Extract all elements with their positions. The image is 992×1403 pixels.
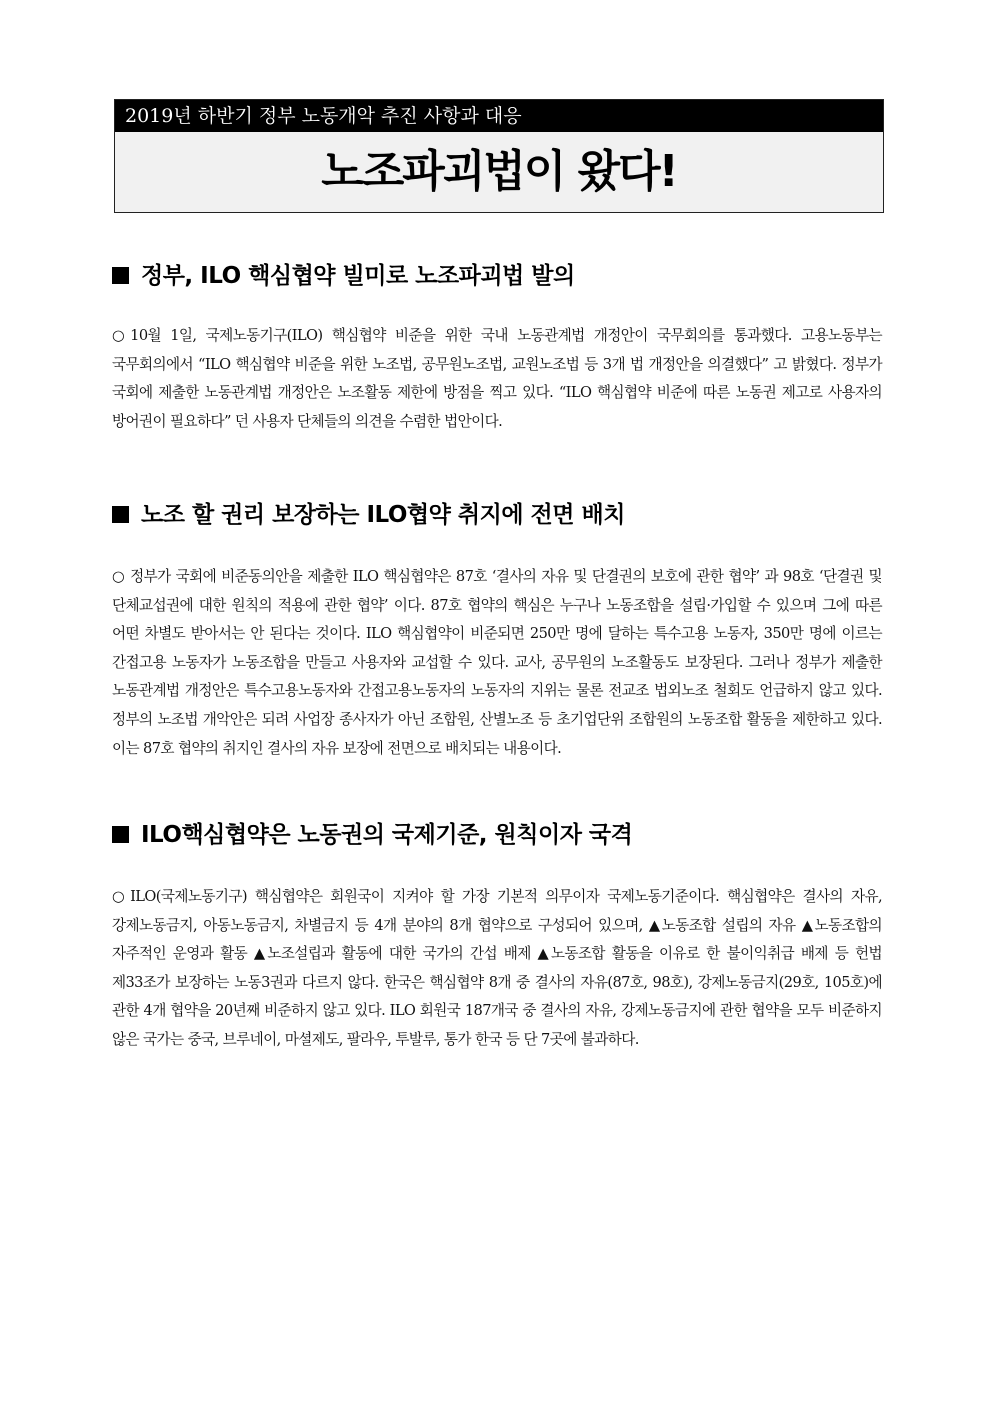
- document-subtitle: 2019년 하반기 정부 노동개악 추진 사항과 대응: [115, 100, 883, 132]
- section-heading-text: 정부, ILO 핵심협약 빌미로 노조파괴법 발의: [141, 263, 575, 289]
- section-heading-2: [112, 500, 892, 530]
- section-body-text: ILO(국제노동기구) 핵심협약은 회원국이 지켜야 할 가장 기본적 의무이자 국제노동기준이다. 핵심협약은 결사의 자유, 강제노동금지, 아동노동금지, 차별금지 등 4개 분야의 8개 협약으로 구성되어 있으며, ▲노동조합 설립의 자유 ▲노동조합의 자주적인 운영과 활동 ▲노조설립과 활동에 대한 국가의 간섭 배제 ▲노동조합 활동을 이유로 한 불이익취급 배제 등 헌법 제33조가 보장하는 노동3권과 다르지 않다. 한국은 핵심협약 8개 중 결사의 자유(87호, 98호), 강제노동금지(29호, 105호)에 관한 4개 협약을 20년째 비준하지 않고 있다. ILO 회원국 187개국 중 결사의 자유, 강제노동금지에 관한 협약을 모두 비준하지 않은 국가는 중국, 브루네이, 마셜제도, 팔라우, 투발루, 통가 한국 등 단 7곳에 불과하다.: [112, 888, 882, 1048]
- title-box: [114, 99, 884, 213]
- circle-bullet-icon: ○: [112, 568, 125, 585]
- section-heading-text: ILO핵심협약은 노동권의 국제기준, 원칙이자 국격: [141, 822, 633, 848]
- section-paragraph-3: [112, 883, 882, 1055]
- square-bullet-icon: [112, 506, 129, 523]
- square-bullet-icon: [112, 826, 129, 843]
- section-heading-text: 노조 할 권리 보장하는 ILO협약 취지에 전면 배치: [141, 502, 625, 528]
- circle-bullet-icon: ○: [112, 888, 125, 905]
- circle-bullet-icon: ○: [112, 327, 125, 344]
- section-heading-1: [112, 261, 892, 291]
- section-paragraph-1: [112, 322, 882, 436]
- document-title: 노조파괴법이 왔다!: [321, 146, 677, 197]
- square-bullet-icon: [112, 267, 129, 284]
- section-body-text: 10월 1일, 국제노동기구(ILO) 핵심협약 비준을 위한 국내 노동관계법 개정안이 국무회의를 통과했다. 고용노동부는 국무회의에서 “ILO 핵심협약 비준을 위한 노조법, 공무원노조법, 교원노조법 등 3개 법 개정안을 의결했다” 고 밝혔다. 정부가 국회에 제출한 노동관계법 개정안은 노조활동 제한에 방점을 찍고 있다. “ILO 핵심협약 비준에 따른 노동권 제고로 사용자의 방어권이 필요하다” 던 사용자 단체들의 의견을 수렴한 법안이다.: [112, 327, 882, 430]
- section-heading-3: [112, 820, 892, 850]
- section-body-text: 정부가 국회에 비준동의안을 제출한 ILO 핵심협약은 87호 ‘결사의 자유 및 단결권의 보호에 관한 협약’ 과 98호 ‘단결권 및 단체교섭권에 대한 원칙의 적용에 관한 협약’ 이다. 87호 협약의 핵심은 누구나 노동조합을 설립·가입할 수 있으며 그에 따른 어떤 차별도 받아서는 안 된다는 것이다. ILO 핵심협약이 비준되면 250만 명에 달하는 특수고용 노동자, 350만 명에 이르는 간접고용 노동자가 노동조합을 만들고 사용자와 교섭할 수 있다. 교사, 공무원의 노조활동도 보장된다. 그러나 정부가 제출한 노동관계법 개정안은 특수고용노동자와 간접고용노동자의 노동자의 지위는 물론 전교조 법외노조 철회도 언급하지 않고 있다. 정부의 노조법 개악안은 되려 사업장 종사자가 아닌 조합원, 산별노조 등 초기업단위 조합원의 노동조합 활동을 제한하고 있다. 이는 87호 협약의 취지인 결사의 자유 보장에 전면으로 배치되는 내용이다.: [112, 568, 882, 757]
- section-paragraph-2: [112, 563, 882, 763]
